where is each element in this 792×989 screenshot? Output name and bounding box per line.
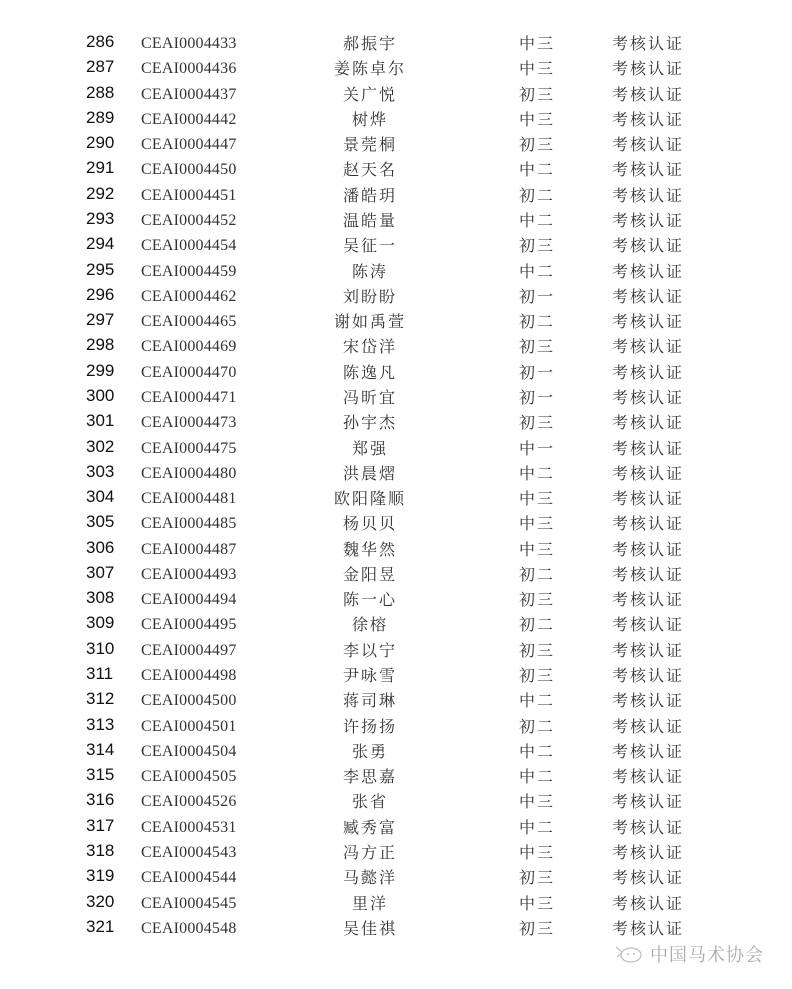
level: 中二 <box>518 817 555 837</box>
row-number: 314 <box>86 739 115 759</box>
member-id: CEAI0004531 <box>141 818 237 836</box>
row-number: 287 <box>86 57 115 77</box>
member-name: 景莞桐 <box>342 135 397 155</box>
member-name: 温皓量 <box>342 210 397 230</box>
row-number: 293 <box>86 208 115 228</box>
level: 中三 <box>518 34 555 53</box>
member-id: CEAI0004480 <box>141 464 237 482</box>
level: 初二 <box>518 615 555 635</box>
member-name: 金阳昱 <box>342 564 397 584</box>
member-name: 杨贝贝 <box>342 514 397 534</box>
table-row <box>0 638 792 663</box>
table-row <box>0 612 792 637</box>
level: 初三 <box>518 135 555 155</box>
certification-type: 考核认证 <box>612 767 685 787</box>
member-name: 尹咏雪 <box>342 666 397 686</box>
certification-table <box>0 31 792 941</box>
table-row <box>0 916 792 941</box>
member-id: CEAI0004433 <box>141 35 237 52</box>
member-name: 刘盼盼 <box>342 286 397 306</box>
certification-type: 考核认证 <box>612 514 685 534</box>
level: 初三 <box>518 84 555 104</box>
row-number: 321 <box>86 916 115 936</box>
certification-type: 考核认证 <box>612 312 685 332</box>
certification-type: 考核认证 <box>612 741 685 761</box>
member-name: 蒋司琳 <box>342 691 397 711</box>
member-id: CEAI0004459 <box>141 262 237 280</box>
member-id: CEAI0004493 <box>141 565 237 583</box>
certification-type: 考核认证 <box>612 843 685 862</box>
table-row <box>0 663 792 688</box>
certification-type: 考核认证 <box>612 489 685 509</box>
level: 初三 <box>518 413 555 433</box>
member-name: 赵天名 <box>342 160 397 180</box>
table-row <box>0 511 792 536</box>
row-number: 301 <box>86 411 115 431</box>
watermark <box>614 940 764 968</box>
member-name: 陈一心 <box>342 590 397 610</box>
table-row <box>0 157 792 182</box>
certification-type: 考核认证 <box>612 286 685 306</box>
level: 初三 <box>518 236 555 256</box>
member-name: 潘皓玥 <box>342 185 397 205</box>
row-number: 303 <box>86 461 115 481</box>
member-name: 洪晨熠 <box>342 463 397 483</box>
member-id: CEAI0004487 <box>141 540 237 558</box>
certification-type: 考核认证 <box>612 716 685 736</box>
member-name: 徐榕 <box>351 615 388 635</box>
member-name: 张省 <box>351 792 388 812</box>
certification-type: 考核认证 <box>612 387 685 407</box>
table-row <box>0 436 792 461</box>
table-row <box>0 840 792 865</box>
certification-type: 考核认证 <box>612 918 685 938</box>
level: 中二 <box>518 261 555 281</box>
row-number: 319 <box>86 866 115 886</box>
level: 初二 <box>518 564 555 584</box>
member-id: CEAI0004545 <box>141 894 237 912</box>
member-name: 姜陈卓尔 <box>333 59 406 79</box>
table-row <box>0 132 792 157</box>
level: 中二 <box>518 210 555 230</box>
member-name: 吴征一 <box>342 236 397 256</box>
certification-type: 考核认证 <box>612 84 685 104</box>
table-row <box>0 82 792 107</box>
row-number: 308 <box>86 588 115 608</box>
member-id: CEAI0004544 <box>141 869 237 887</box>
member-name: 宋岱洋 <box>342 337 397 357</box>
table-row <box>0 385 792 410</box>
level: 中三 <box>518 792 555 812</box>
table-row <box>0 183 792 208</box>
certification-type: 考核认证 <box>612 413 685 433</box>
level: 初三 <box>518 918 555 938</box>
certification-type: 考核认证 <box>612 236 685 256</box>
certification-type: 考核认证 <box>612 160 685 180</box>
row-number: 289 <box>86 107 115 127</box>
row-number: 304 <box>86 487 115 507</box>
certification-type: 考核认证 <box>612 463 685 483</box>
member-id: CEAI0004473 <box>141 414 237 432</box>
member-id: CEAI0004505 <box>141 768 237 786</box>
level: 中三 <box>518 893 555 913</box>
member-id: CEAI0004465 <box>141 313 237 331</box>
member-name: 臧秀富 <box>342 817 397 837</box>
level: 中二 <box>518 741 555 761</box>
certification-type: 考核认证 <box>612 337 685 357</box>
member-id: CEAI0004469 <box>141 338 237 356</box>
table-row <box>0 764 792 789</box>
member-id: CEAI0004437 <box>141 85 237 103</box>
row-number: 300 <box>86 385 115 405</box>
table-row <box>0 284 792 309</box>
member-id: CEAI0004485 <box>141 515 237 533</box>
row-number: 302 <box>86 436 115 456</box>
member-id: CEAI0004495 <box>141 616 237 634</box>
certification-type: 考核认证 <box>612 615 685 635</box>
member-id: CEAI0004450 <box>141 161 237 179</box>
member-name: 郑强 <box>351 438 388 458</box>
row-number: 288 <box>86 82 115 102</box>
member-name: 陈涛 <box>351 261 388 281</box>
certification-type: 考核认证 <box>612 185 685 205</box>
table-row <box>0 587 792 612</box>
row-number: 318 <box>86 841 115 860</box>
member-name: 陈逸凡 <box>342 362 397 382</box>
certification-type: 考核认证 <box>612 640 685 660</box>
level: 初三 <box>518 590 555 610</box>
table-row <box>0 714 792 739</box>
member-id: CEAI0004500 <box>141 692 237 710</box>
certification-type: 考核认证 <box>612 135 685 155</box>
level: 中三 <box>518 489 555 509</box>
row-number: 291 <box>86 158 115 178</box>
level: 中三 <box>518 109 555 129</box>
member-id: CEAI0004470 <box>141 363 237 381</box>
member-name: 郝振宇 <box>342 34 397 53</box>
member-id: CEAI0004436 <box>141 60 237 78</box>
level: 中三 <box>518 59 555 79</box>
row-number: 309 <box>86 613 115 633</box>
row-number: 299 <box>86 360 115 380</box>
certification-type: 考核认证 <box>612 792 685 812</box>
level: 中二 <box>518 691 555 711</box>
member-id: CEAI0004454 <box>141 237 237 255</box>
table-row <box>0 891 792 916</box>
row-number: 295 <box>86 259 115 279</box>
certification-type: 考核认证 <box>612 817 685 837</box>
certification-type: 考核认证 <box>612 666 685 686</box>
row-number: 310 <box>86 638 115 658</box>
wechat-logo-icon <box>614 943 644 965</box>
level: 初一 <box>518 286 555 306</box>
table-row <box>0 31 792 56</box>
certification-type: 考核认证 <box>612 691 685 711</box>
row-number: 311 <box>86 664 114 684</box>
table-row <box>0 789 792 814</box>
table-row <box>0 334 792 359</box>
member-id: CEAI0004451 <box>141 186 237 204</box>
certification-type: 考核认证 <box>612 109 685 129</box>
level: 中一 <box>518 438 555 458</box>
level: 初二 <box>518 716 555 736</box>
member-id: CEAI0004452 <box>141 211 237 229</box>
member-name: 树烨 <box>351 109 388 129</box>
level: 中三 <box>518 539 555 559</box>
table-row <box>0 360 792 385</box>
member-name: 魏华然 <box>342 539 397 559</box>
member-name: 冯昕宜 <box>342 387 397 407</box>
member-id: CEAI0004481 <box>141 490 237 508</box>
member-id: CEAI0004462 <box>141 287 237 305</box>
level: 中二 <box>518 463 555 483</box>
row-number: 297 <box>86 310 115 330</box>
row-number: 317 <box>86 815 115 835</box>
member-name: 关广悦 <box>342 84 397 104</box>
certification-type: 考核认证 <box>612 362 685 382</box>
level: 初三 <box>518 337 555 357</box>
table-row <box>0 107 792 132</box>
watermark-text: 中国马术协会 <box>650 945 764 966</box>
certification-type: 考核认证 <box>612 564 685 584</box>
member-id: CEAI0004494 <box>141 591 237 609</box>
member-name: 李以宁 <box>342 640 397 660</box>
table-row <box>0 410 792 435</box>
row-number: 292 <box>86 183 115 203</box>
table-row <box>0 865 792 890</box>
row-number: 315 <box>86 765 115 785</box>
table-row <box>0 688 792 713</box>
row-number: 307 <box>86 562 115 582</box>
member-id: CEAI0004543 <box>141 844 237 861</box>
table-row <box>0 739 792 764</box>
certification-type: 考核认证 <box>612 34 685 53</box>
member-id: CEAI0004475 <box>141 439 237 457</box>
level: 中二 <box>518 160 555 180</box>
member-name: 谢如禹萱 <box>333 312 406 332</box>
level: 中三 <box>518 843 555 862</box>
level: 初二 <box>518 312 555 332</box>
row-number: 286 <box>86 32 115 51</box>
certification-type: 考核认证 <box>612 59 685 79</box>
level: 初一 <box>518 387 555 407</box>
certification-type: 考核认证 <box>612 261 685 281</box>
row-number: 313 <box>86 714 115 734</box>
level: 中二 <box>518 767 555 787</box>
member-id: CEAI0004471 <box>141 388 237 406</box>
member-id: CEAI0004497 <box>141 641 237 659</box>
member-id: CEAI0004447 <box>141 136 237 154</box>
row-number: 290 <box>86 133 115 153</box>
member-id: CEAI0004442 <box>141 110 237 128</box>
member-id: CEAI0004504 <box>141 742 237 760</box>
member-name: 冯方正 <box>342 843 397 862</box>
member-id: CEAI0004526 <box>141 793 237 811</box>
level: 初三 <box>518 868 555 888</box>
row-number: 298 <box>86 335 115 355</box>
row-number: 306 <box>86 537 115 557</box>
table-row <box>0 815 792 840</box>
table-row <box>0 259 792 284</box>
certification-type: 考核认证 <box>612 868 685 888</box>
member-name: 里洋 <box>351 893 388 913</box>
row-number: 294 <box>86 234 115 254</box>
member-name: 孙宇杰 <box>342 413 397 433</box>
row-number: 312 <box>86 689 115 709</box>
row-number: 320 <box>86 891 115 911</box>
member-name: 李思嘉 <box>342 767 397 787</box>
level: 初二 <box>518 185 555 205</box>
certification-type: 考核认证 <box>612 893 685 913</box>
table-row <box>0 208 792 233</box>
certification-type: 考核认证 <box>612 539 685 559</box>
row-number: 316 <box>86 790 115 810</box>
table-row <box>0 309 792 334</box>
table-row <box>0 56 792 81</box>
member-name: 欧阳隆顺 <box>333 489 406 509</box>
member-name: 马懿洋 <box>342 868 397 888</box>
table-row <box>0 486 792 511</box>
level: 初三 <box>518 666 555 686</box>
certification-type: 考核认证 <box>612 210 685 230</box>
row-number: 296 <box>86 284 115 304</box>
table-row <box>0 461 792 486</box>
row-number: 305 <box>86 512 115 532</box>
table-row <box>0 233 792 258</box>
member-name: 吴佳祺 <box>342 918 397 938</box>
table-row <box>0 537 792 562</box>
member-id: CEAI0004498 <box>141 667 237 685</box>
certification-type: 考核认证 <box>612 590 685 610</box>
member-id: CEAI0004501 <box>141 717 237 735</box>
certification-type: 考核认证 <box>612 438 685 458</box>
level: 初三 <box>518 640 555 660</box>
table-row <box>0 562 792 587</box>
member-id: CEAI0004548 <box>141 919 237 937</box>
level: 初一 <box>518 362 555 382</box>
member-name: 张勇 <box>351 741 388 761</box>
level: 中三 <box>518 514 555 534</box>
member-name: 许扬扬 <box>342 716 397 736</box>
